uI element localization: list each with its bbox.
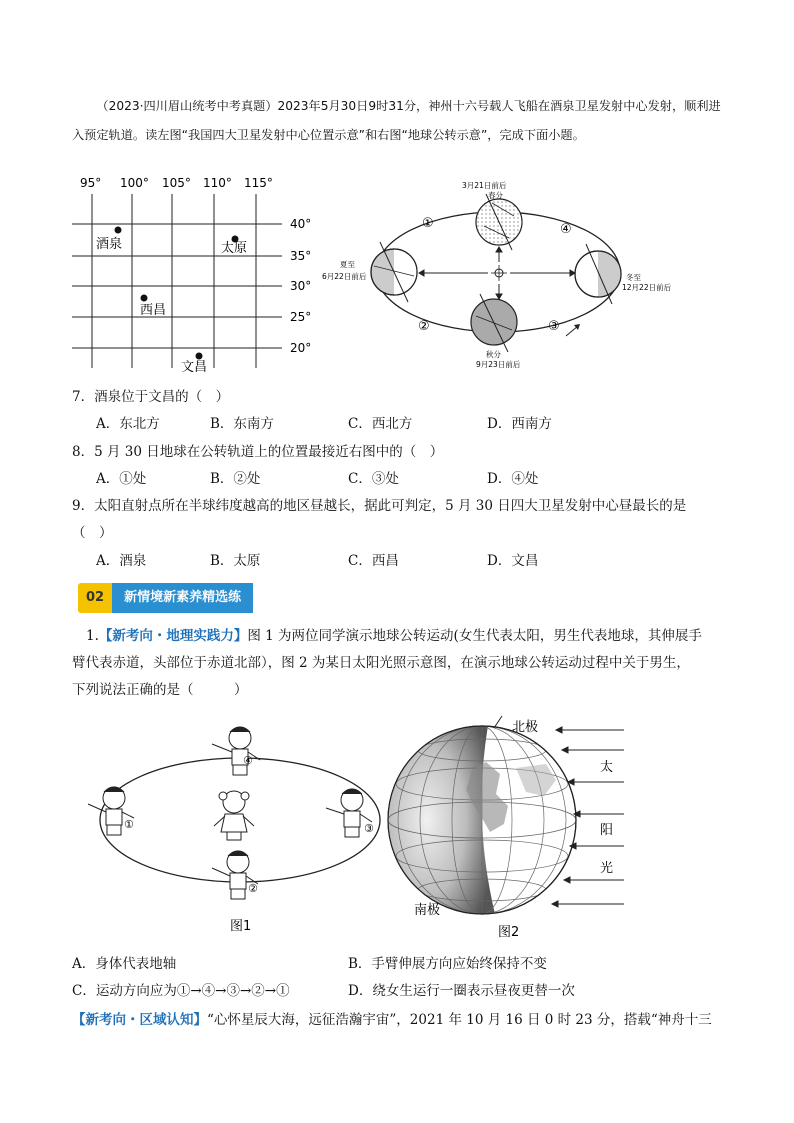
- intro-paragraph: （2023·四川眉山统考中考真题）2023年5月30日9时31分，神州十六号载人飞船在酒泉卫星发射中心发射，顺利进入预定轨道。读左图“我国四大卫星发射中心位置示意”和右图“地球公转示意”，完成下面小题。: [72, 99, 721, 142]
- orbit-mark-2: ②: [418, 319, 430, 334]
- earth-orbit-diagram: [316, 176, 686, 372]
- lat-label: 25°: [290, 310, 312, 324]
- question-8-option-d[interactable]: D．④处: [487, 471, 539, 487]
- lat-label: 40°: [290, 217, 312, 231]
- figure-1-demo: [80, 716, 400, 940]
- lat-label: 30°: [290, 279, 312, 293]
- q1-prefix: 1.: [86, 628, 99, 644]
- figure-2-caption: 图2: [498, 925, 520, 940]
- lon-label: 110°: [203, 176, 232, 190]
- launch-center-map: [70, 172, 330, 372]
- earth-autumn: [471, 294, 517, 352]
- question-9-option-c[interactable]: C．西昌: [348, 553, 399, 569]
- sunlight-char-2: 阳: [600, 823, 614, 838]
- question-8-option-b[interactable]: B．②处: [210, 471, 261, 487]
- lon-label: 115°: [244, 176, 273, 190]
- next-question-line: [72, 1008, 740, 1028]
- sunlight-char-3: 光: [600, 861, 614, 876]
- city-label-wenchang: 文昌: [181, 360, 208, 372]
- autumn-term: 秋分: [486, 350, 501, 359]
- city-label-xichang: 西昌: [140, 303, 167, 318]
- q1-line-1: [86, 624, 736, 644]
- orbit-mark-4: ④: [560, 222, 572, 237]
- q1-text-1: 图 1 为两位同学演示地球公转运动(女生代表太阳，男生代表地球，其伸展手: [247, 628, 702, 644]
- question-8-option-c[interactable]: C．③处: [348, 471, 399, 487]
- orbit-mark-1: ①: [422, 216, 434, 231]
- question-9-option-d[interactable]: D．文昌: [487, 553, 539, 569]
- question-8-option-a[interactable]: A．①处: [96, 471, 147, 487]
- next-question-tag: 【新考向・区域认知】: [72, 1012, 207, 1028]
- autumn-date: 9月23日前后: [476, 360, 521, 369]
- question-8-stem: 8．5 月 30 日地球在公转轨道上的位置最接近右图中的（ ）: [72, 444, 444, 460]
- q1-option-a[interactable]: A．身体代表地轴: [72, 956, 177, 972]
- lon-label: 95°: [80, 176, 102, 190]
- demo-mark-1: ①: [124, 818, 134, 831]
- orbit-mark-3: ③: [548, 319, 560, 334]
- q1-option-d[interactable]: D．绕女生运行一圈表示昼夜更替一次: [348, 983, 575, 999]
- demo-mark-3: ③: [364, 822, 374, 835]
- q1-option-b[interactable]: B．手臂伸展方向应始终保持不变: [348, 956, 547, 972]
- summer-date: 6月22日前后: [322, 272, 367, 281]
- north-pole-label: 北极: [512, 720, 539, 735]
- question-7-stem: 7．酒泉位于文昌的（ ）: [72, 389, 230, 405]
- city-dot-jiuquan: [115, 227, 122, 234]
- figure-1-caption: 图1: [230, 919, 252, 934]
- south-pole-label: 南极: [414, 903, 441, 918]
- city-dot-wenchang: [196, 353, 203, 360]
- lon-label: 100°: [120, 176, 149, 190]
- spring-term: 春分: [488, 191, 503, 200]
- demo-mark-2: ②: [248, 882, 258, 895]
- question-9-stem-bracket: （ ）: [72, 525, 113, 541]
- city-dot-xichang: [141, 295, 148, 302]
- city-label-jiuquan: 酒泉: [96, 237, 123, 252]
- question-7-option-d[interactable]: D．西南方: [487, 416, 552, 432]
- q1-tag: 【新考向・地理实践力】: [98, 628, 248, 644]
- city-label-taiyuan: 太原: [221, 241, 248, 256]
- winter-term: 冬至: [626, 273, 641, 282]
- sunlight-char-1: 太: [600, 760, 614, 775]
- next-question-text: “心怀星辰大海，远征浩瀚宇宙”，2021 年 10 月 16 日 0 时 23 分，搭载“神舟十三: [207, 1012, 712, 1028]
- girl-figure-sun: [214, 791, 254, 840]
- lon-label: 105°: [162, 176, 191, 190]
- question-7-option-a[interactable]: A．东北方: [96, 416, 160, 432]
- demo-mark-4: ④: [243, 754, 253, 767]
- section-number: 02: [78, 583, 112, 613]
- question-7-option-c[interactable]: C．西北方: [348, 416, 413, 432]
- spring-date: 3月21日前后: [462, 181, 507, 190]
- section-header: [78, 583, 253, 613]
- q1-option-c[interactable]: C．运动方向应为①→④→③→②→①: [72, 983, 290, 999]
- question-7-option-b[interactable]: B．东南方: [210, 416, 274, 432]
- question-9-stem: 9．太阳直射点所在半球纬度越高的地区昼越长，据此可判定，5 月 30 日四大卫星发射中心昼最长的是: [72, 498, 687, 514]
- earth-summer: [371, 242, 417, 302]
- q1-line-3: 下列说法正确的是（ ）: [72, 682, 248, 698]
- question-9-option-a[interactable]: A．酒泉: [96, 553, 147, 569]
- section-title: 新情境新素养精选练: [112, 583, 253, 613]
- sun-icon: [491, 265, 507, 281]
- boy-figure-4: [212, 727, 260, 775]
- earth-spring: [476, 194, 522, 250]
- lat-label: 20°: [290, 341, 312, 355]
- figure-2-globe: [386, 714, 638, 944]
- lat-label: 35°: [290, 249, 312, 263]
- q1-line-2: 臂代表赤道，头部位于赤道北部），图 2 为某日太阳光照示意图，在演示地球公转运动过程中关于男生，: [72, 655, 690, 671]
- summer-term: 夏至: [340, 260, 355, 269]
- question-9-option-b[interactable]: B．太原: [210, 553, 261, 569]
- winter-date: 12月22日前后: [622, 283, 672, 292]
